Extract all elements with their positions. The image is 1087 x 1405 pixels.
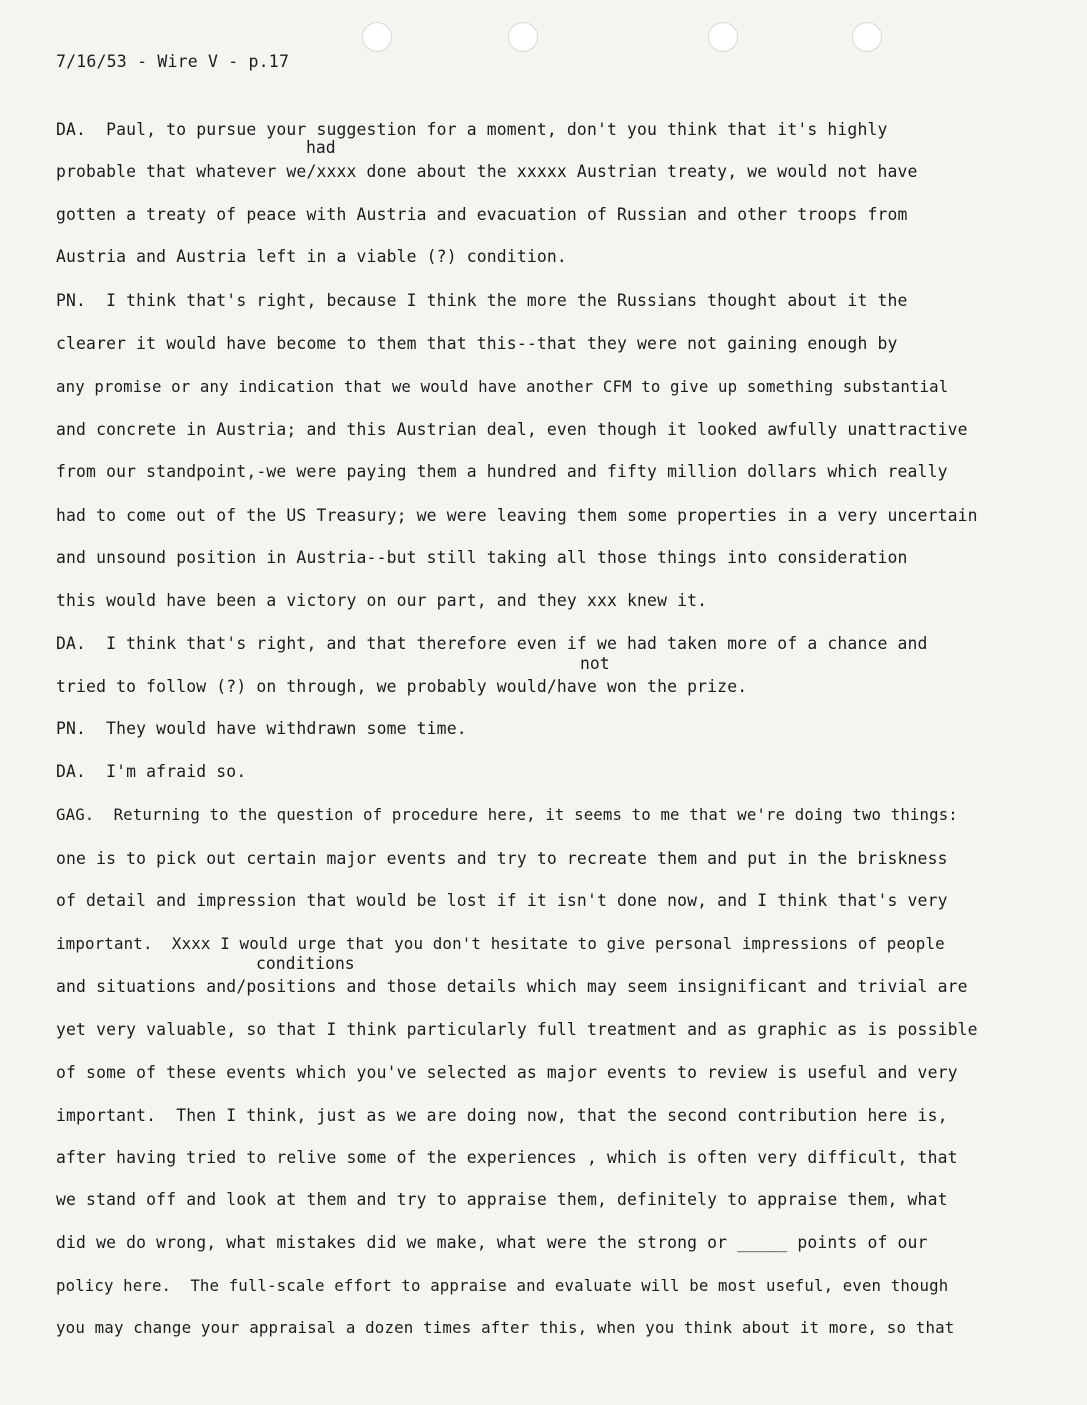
text-line: Austria and Austria left in a viable (?) condition.	[56, 247, 567, 266]
insertion-not: not	[580, 654, 610, 673]
text-line: from our standpoint,-we were paying them a hundred and fifty million dollars which really	[56, 462, 948, 481]
text-line: DA. Paul, to pursue your suggestion for a moment, don't you think that it's highly	[56, 120, 888, 139]
text-line: clearer it would have become to them that this--that they were not gaining enough by	[56, 334, 898, 353]
text-line: we stand off and look at them and try to appraise them, definitely to appraise them, what	[56, 1190, 948, 1209]
text-line: DA. I think that's right, and that therefore even if we had taken more of a chance and	[56, 634, 928, 653]
text-line: and unsound position in Austria--but still taking all those things into consideration	[56, 548, 908, 567]
text-line: policy here. The full-scale effort to appraise and evaluate will be most useful, even though	[56, 1276, 949, 1295]
text-line: PN. They would have withdrawn some time.	[56, 719, 467, 738]
text-line: GAG. Returning to the question of procedure here, it seems to me that we're doing two things:	[56, 805, 958, 824]
page-header: 7/16/53 - Wire V - p.17	[56, 52, 290, 71]
text-line: and situations and/positions and those details which may seem insignificant and trivial are	[56, 977, 968, 996]
text-line: PN. I think that's right, because I think the more the Russians thought about it the	[56, 291, 908, 310]
text-line: DA. I'm afraid so.	[56, 762, 247, 781]
text-line: yet very valuable, so that I think particularly full treatment and as graphic as is possible	[56, 1020, 978, 1039]
text-line: you may change your appraisal a dozen times after this, when you think about it more, so that	[56, 1318, 955, 1337]
text-line: of some of these events which you've selected as major events to review is useful and very	[56, 1063, 958, 1082]
insertion-had: had	[306, 138, 336, 157]
text-line: one is to pick out certain major events and try to recreate them and put in the briskness	[56, 849, 948, 868]
insertion-conditions: conditions	[256, 954, 355, 973]
text-line: important. Then I think, just as we are doing now, that the second contribution here is,	[56, 1106, 948, 1125]
text-line: did we do wrong, what mistakes did we make, what were the strong or _____ points of our	[56, 1233, 928, 1252]
text-line: of detail and impression that would be lost if it isn't done now, and I think that's very	[56, 891, 948, 910]
text-line: and concrete in Austria; and this Austrian deal, even though it looked awfully unattractive	[56, 420, 968, 439]
text-line: important. Xxxx I would urge that you don't hesitate to give personal impressions of people	[56, 934, 945, 953]
text-line: any promise or any indication that we would have another CFM to give up something substantial	[56, 377, 949, 396]
text-line: this would have been a victory on our part, and they xxx knew it.	[56, 591, 708, 610]
text-line: gotten a treaty of peace with Austria and evacuation of Russian and other troops from	[56, 205, 908, 224]
text-line: had to come out of the US Treasury; we were leaving them some properties in a very uncertain	[56, 506, 978, 525]
text-line: tried to follow (?) on through, we probably would/have won the prize.	[56, 677, 748, 696]
text-line: after having tried to relive some of the experiences , which is often very difficult, that	[56, 1148, 958, 1167]
text-line: probable that whatever we/xxxx done about the xxxxx Austrian treaty, we would not have	[56, 162, 918, 181]
